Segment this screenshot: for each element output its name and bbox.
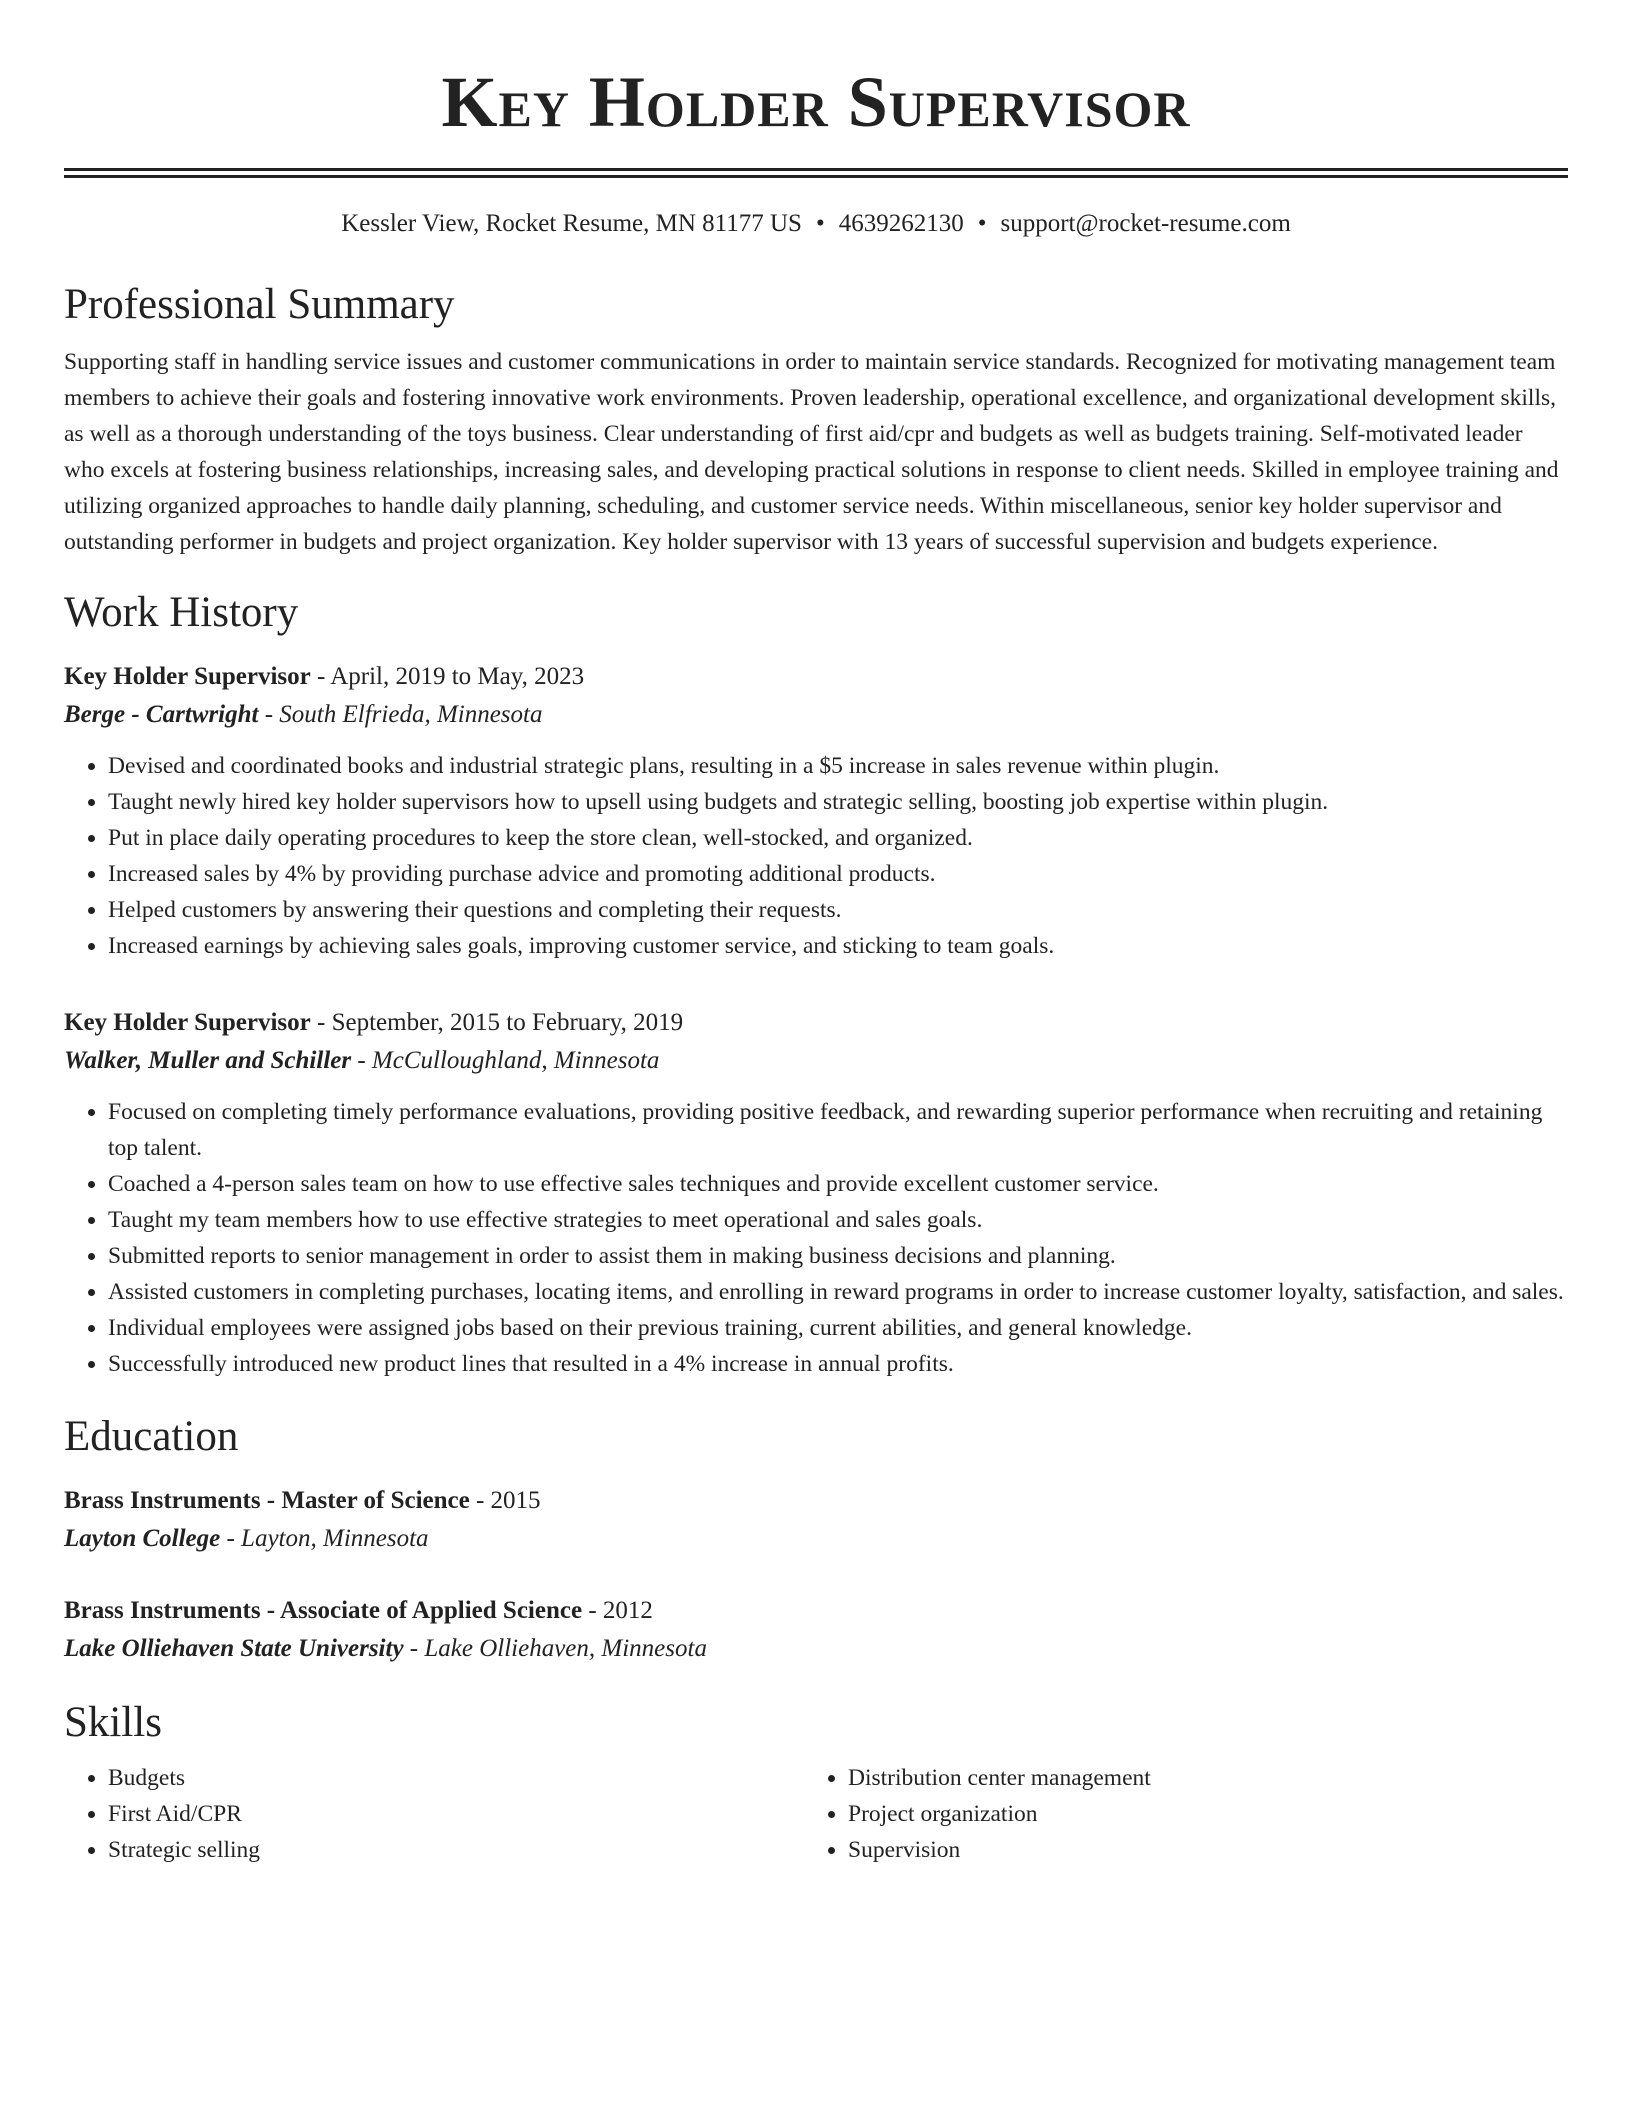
school-name: Layton College: [64, 1525, 221, 1552]
school-location: - Lake Olliehaven, Minnesota: [403, 1635, 707, 1662]
contact-address: Kessler View, Rocket Resume, MN 81177 US: [341, 210, 802, 237]
job-entry: [64, 658, 1568, 964]
skill-item: • First Aid/CPR: [108, 1796, 804, 1832]
job-bullet: • Increased sales by 4% by providing purchase advice and promoting additional products.: [108, 856, 1568, 892]
degree: Brass Instruments - Associate of Applied Science: [64, 1597, 583, 1624]
summary-text: Supporting staff in handling service issues and customer communications in order to maintain service standards. Recognized for motivating management team members to achieve their goals and fostering innovative work environments. Proven leadership, operational excellence, and organizational development skills, as well as a thorough understanding of the toys business. Clear understanding of first aid/cpr and budgets as well as budgets training. Self-motivated leader who excels at fostering business relationships, increasing sales, and developing practical solutions in response to client needs. Skilled in employee training and utilizing organized approaches to handle daily planning, scheduling, and customer service needs. Within miscellaneous, senior key holder supervisor and outstanding performer in budgets and project organization. Key holder supervisor with 13 years of successful supervision and budgets experience.: [64, 349, 1559, 555]
job-bullet: • Individual employees were assigned jobs based on their previous training, current abilities, and general knowledge.: [108, 1310, 1568, 1346]
summary-heading: Professional Summary: [64, 281, 455, 328]
skills-heading: Skills: [64, 1699, 162, 1746]
job-company-line: [64, 696, 1568, 734]
job-location: - McCulloughland, Minnesota: [351, 1047, 660, 1074]
school-line: [64, 1630, 1568, 1668]
job-title: Key Holder Supervisor: [64, 663, 311, 690]
job-bullet: • Put in place daily operating procedures to keep the store clean, well-stocked, and organized.: [108, 820, 1568, 856]
skill-item: • Project organization: [848, 1796, 1544, 1832]
job-bullet: • Coached a 4-person sales team on how to use effective sales techniques and provide excellent customer service.: [108, 1166, 1568, 1202]
skill-item: • Supervision: [848, 1832, 1544, 1868]
job-company: Walker, Muller and Schiller: [64, 1047, 352, 1074]
school-line: [64, 1520, 1568, 1558]
resume-title: Key Holder Supervisor: [441, 62, 1191, 142]
job-dates: - April, 2019 to May, 2023: [310, 663, 585, 690]
work-history-heading: Work History: [64, 589, 299, 636]
contact-email: support@rocket-resume.com: [1000, 210, 1291, 237]
skill-item: • Budgets: [108, 1760, 804, 1796]
contact-separator: •: [815, 210, 825, 237]
job-company: Berge - Cartwright: [64, 701, 259, 728]
job-bullet: • Devised and coordinated books and industrial strategic plans, resulting in a $5 increase in sales revenue within plugin.: [108, 748, 1568, 784]
education-entry: [64, 1482, 1568, 1558]
job-location: - South Elfrieda, Minnesota: [258, 701, 543, 728]
job-entry: [64, 1004, 1568, 1382]
degree: Brass Instruments - Master of Science: [64, 1487, 470, 1514]
education-heading: Education: [64, 1413, 239, 1460]
job-bullet: • Successfully introduced new product lines that resulted in a 4% increase in annual profits.: [108, 1346, 1568, 1382]
skills-list: [64, 1760, 1568, 1868]
contact-phone: 4639262130: [838, 210, 964, 237]
graduation-year: - 2015: [469, 1487, 541, 1514]
job-title-line: [64, 658, 1568, 696]
job-bullets: [64, 1094, 1568, 1382]
job-title-line: [64, 1004, 1568, 1042]
job-bullet: • Focused on completing timely performance evaluations, providing positive feedback, and rewarding superior performance when recruiting and retaining top talent.: [108, 1094, 1568, 1166]
degree-line: [64, 1592, 1568, 1630]
skill-item: • Strategic selling: [108, 1832, 804, 1868]
skill-item: • Distribution center management: [848, 1760, 1544, 1796]
job-bullet: • Assisted customers in completing purchases, locating items, and enrolling in reward programs in order to increase customer loyalty, satisfaction, and sales.: [108, 1274, 1568, 1310]
school-location: - Layton, Minnesota: [220, 1525, 429, 1552]
job-company-line: [64, 1042, 1568, 1080]
job-bullets: [64, 748, 1568, 964]
skills-column-left: [64, 1760, 804, 1868]
contact-separator: •: [977, 210, 987, 237]
school-name: Lake Olliehaven State University: [64, 1635, 404, 1662]
job-title: Key Holder Supervisor: [64, 1009, 311, 1036]
contact-line: [64, 208, 1568, 240]
job-bullet: • Increased earnings by achieving sales goals, improving customer service, and sticking to team goals.: [108, 928, 1568, 964]
graduation-year: - 2012: [582, 1597, 653, 1624]
skills-column-right: [804, 1760, 1544, 1868]
job-bullet: • Taught my team members how to use effective strategies to meet operational and sales goals.: [108, 1202, 1568, 1238]
job-bullet: • Taught newly hired key holder supervisors how to upsell using budgets and strategic selling, boosting job expertise within plugin.: [108, 784, 1568, 820]
job-bullet: • Helped customers by answering their questions and completing their requests.: [108, 892, 1568, 928]
education-entry: [64, 1592, 1568, 1668]
resume-page: [64, 0, 1568, 1868]
title-divider: [64, 168, 1568, 178]
job-bullet: • Submitted reports to senior management in order to assist them in making business decisions and planning.: [108, 1238, 1568, 1274]
job-dates: - September, 2015 to February, 2019: [310, 1009, 684, 1036]
degree-line: [64, 1482, 1568, 1520]
